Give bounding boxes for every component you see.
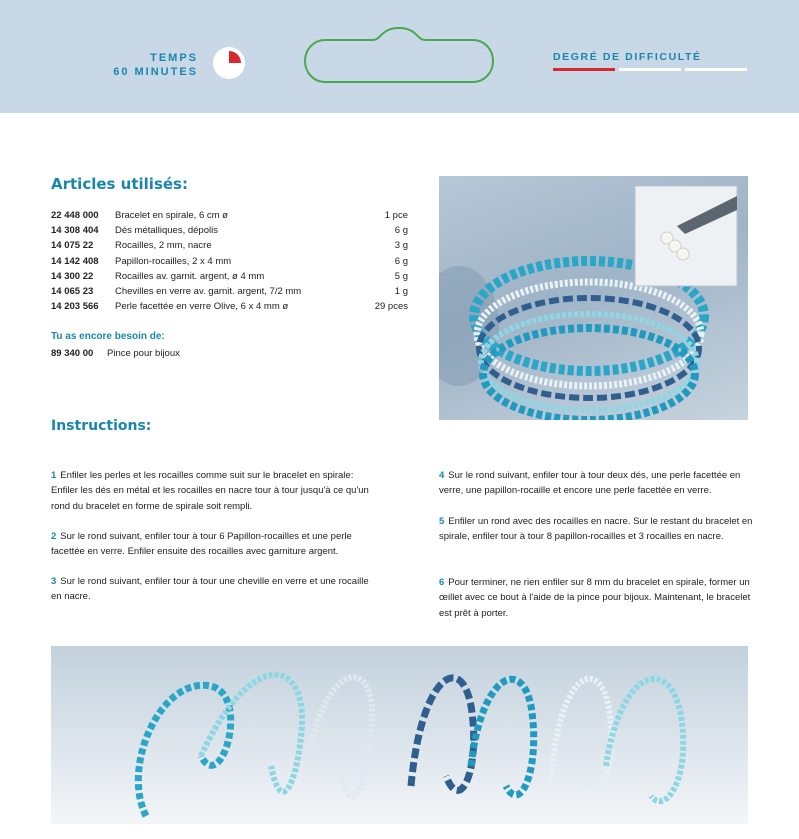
materials-title: Articles utilisés:: [51, 175, 188, 193]
header-band: [0, 0, 799, 113]
item-code: 14 075 22: [51, 240, 94, 252]
item-code: 14 308 404: [51, 225, 99, 237]
tab-outline-shape: [303, 25, 495, 85]
instruction-step-1: [51, 468, 381, 514]
step-number: 5: [439, 516, 445, 527]
materials-row: [51, 208, 408, 223]
item-desc: Dés métalliques, dépolis: [115, 225, 218, 237]
clock-icon: [213, 47, 245, 79]
materials-row: [51, 284, 408, 299]
difficulty-level-1: [553, 68, 615, 71]
step-text: Sur le rond suivant, enfiler tour à tour 6 Papillon-rocailles et une perle facettée en verre. Enfiler ensuite des rocailles avec garniture argent.: [51, 531, 352, 558]
step-number: 1: [51, 470, 57, 481]
item-qty: 29 pces: [374, 301, 408, 313]
step-number: 4: [439, 470, 445, 481]
item-code: 14 203 566: [51, 301, 99, 313]
step-text: Enfiler un rond avec des rocailles en nacre. Sur le restant du bracelet en spirale, enfiler tour à tour 8 papillon-rocailles et 3 rocailles en nacre.: [439, 516, 753, 543]
item-code: 22 448 000: [51, 210, 99, 221]
instructions-title: Instructions:: [51, 418, 152, 434]
extra-code: 89 340 00: [51, 348, 94, 359]
item-desc: Chevilles en verre av. garnit. argent, 7/2 mm: [115, 285, 302, 297]
extra-desc: Pince pour bijoux: [107, 348, 180, 359]
step-text: Sur le rond suivant, enfiler tour à tour deux dés, une perle facettée en verre, une papillon-rocaille et encore une perle facettée en verre.: [439, 470, 741, 497]
item-code: 14 300 22: [51, 270, 94, 282]
instruction-step-3: [51, 574, 381, 605]
instruction-step-5: [439, 514, 757, 545]
materials-row: [51, 299, 408, 314]
item-code: 14 142 408: [51, 255, 99, 267]
instruction-step-2: [51, 529, 381, 560]
instruction-step-6: [439, 575, 757, 621]
materials-list: [51, 208, 408, 314]
materials-row: [51, 269, 408, 284]
item-qty: 3 g: [394, 240, 408, 252]
spiral-bracelet-photo: [51, 646, 748, 824]
item-desc: Papillon-rocailles, 2 x 4 mm: [115, 255, 232, 267]
bracelet-photo: [439, 176, 748, 420]
step-text: Enfiler les perles et les rocailles comme suit sur le bracelet en spirale: Enfiler les dés en métal et les rocailles en nacre tour à tour jusqu'à ce qu'un rond du bracelet en forme de spirale soit rempli.: [51, 470, 369, 512]
difficulty-level-3: [685, 68, 747, 71]
time-label: TEMPS: [150, 52, 198, 64]
time-block: [113, 51, 198, 79]
materials-row: [51, 238, 408, 253]
item-qty: 5 g: [394, 270, 408, 282]
step-number: 2: [51, 531, 57, 542]
materials-row: [51, 223, 408, 238]
item-desc: Perle facettée en verre Olive, 6 x 4 mm ø: [115, 301, 289, 313]
item-qty: 1 g: [394, 285, 408, 297]
extra-tools-row: [51, 348, 180, 359]
spiral-bracelet-illustration: [51, 646, 748, 824]
step-number: 6: [439, 577, 445, 588]
step-text: Sur le rond suivant, enfiler tour à tour une cheville en verre et une rocaille en nacre.: [51, 576, 369, 603]
item-desc: Bracelet en spirale, 6 cm ø: [115, 210, 228, 221]
item-code: 14 065 23: [51, 285, 94, 297]
time-value: 60 MINUTES: [113, 66, 198, 78]
materials-row: [51, 254, 408, 269]
item-desc: Rocailles, 2 mm, nacre: [115, 240, 212, 252]
step-number: 3: [51, 576, 57, 587]
step-text: Pour terminer, ne rien enfiler sur 8 mm du bracelet en spirale, former un œillet avec ce bout à l'aide de la pince pour bijoux. Maintenant, le bracelet est prêt à porter.: [439, 577, 751, 619]
bracelet-photo-illustration: [439, 176, 748, 420]
difficulty-label: DEGRÉ DE DIFFICULTÉ: [553, 51, 702, 63]
item-desc: Rocailles av. garnit. argent, ø 4 mm: [115, 270, 265, 282]
instruction-step-4: [439, 468, 757, 499]
difficulty-level-2: [619, 68, 681, 71]
item-qty: 6 g: [394, 225, 408, 237]
extra-tools-title: Tu as encore besoin de:: [51, 331, 165, 342]
item-qty: 1 pce: [384, 210, 408, 221]
item-qty: 6 g: [394, 255, 408, 267]
